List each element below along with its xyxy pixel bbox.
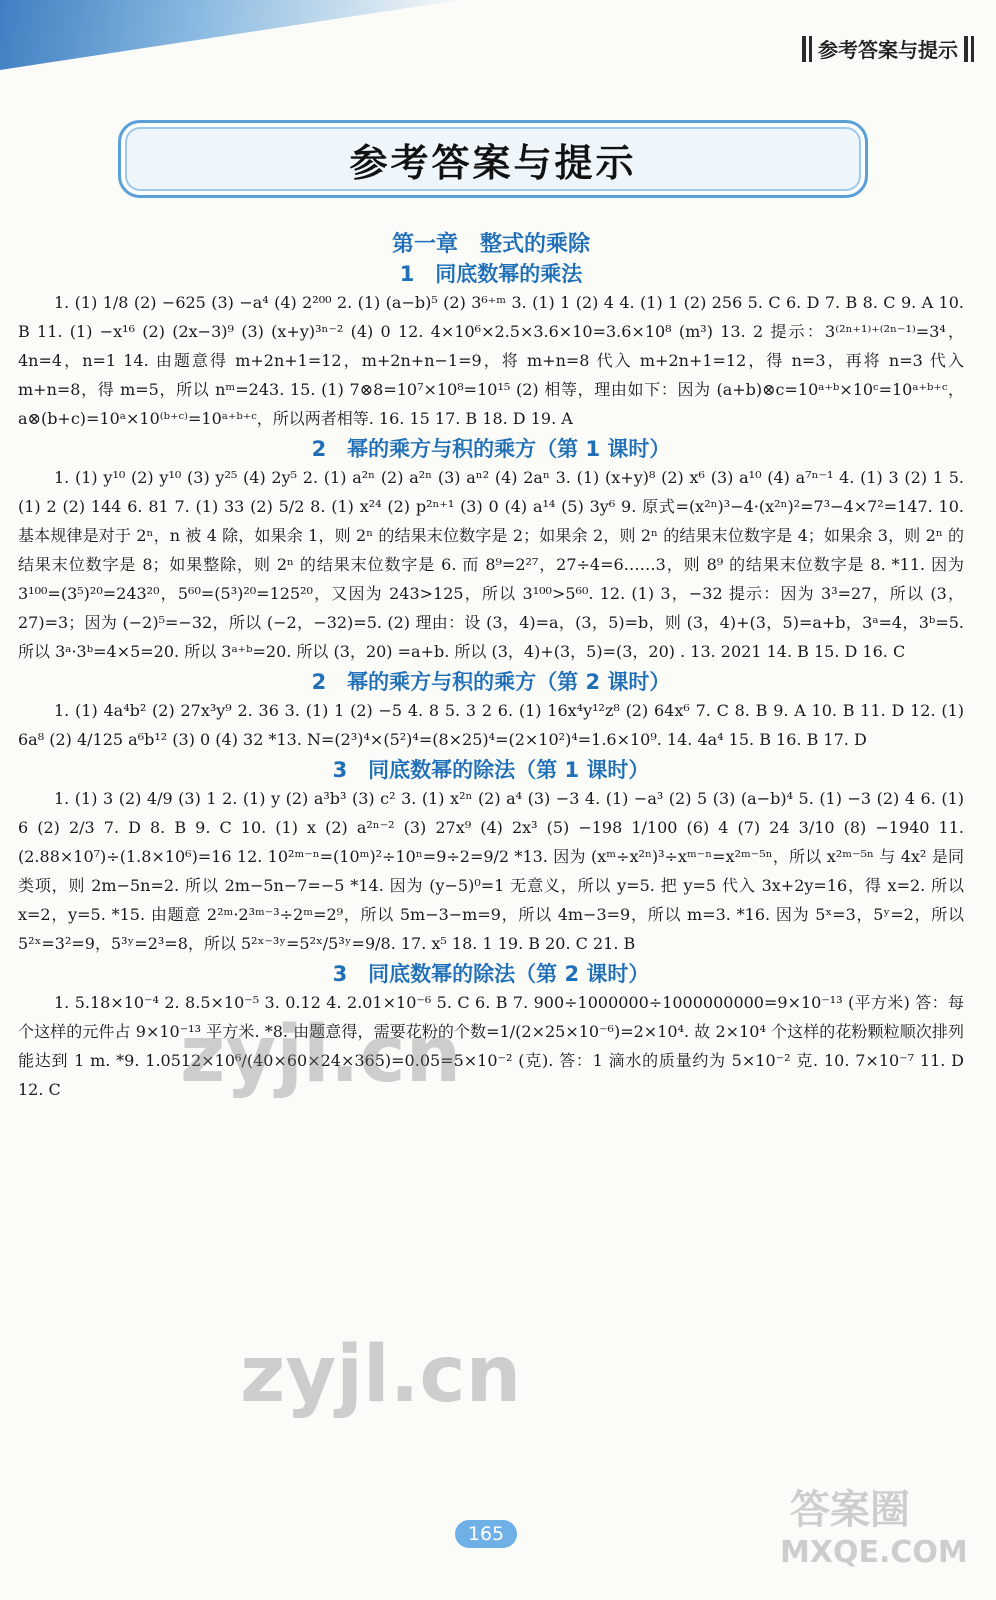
section-heading: 2 幂的乘方与积的乘方（第 2 课时） (311, 670, 671, 694)
page-title: 参考答案与提示 (349, 140, 637, 185)
section-answers: 1. 5.18×10⁻⁴ 2. 8.5×10⁻⁵ 3. 0.12 4. 2.01×10⁻⁶ 5. C 6. B 7. 900÷1000000÷1000000000=9×10⁻¹³ (平方米) 答：每个这样的元件占 9×10⁻¹³ 平方米. *8. 由题意得，需要花粉的个数=1/(2×25×10⁻⁶)=2×10⁴. 故 2×10⁴ 个这样的花粉颗粒顺次排列能达到 1 m. *9. 1.0512×10⁶/(40×60×24×365)=0.05=5×10⁻² (克). 答：1 滴水的质量约为 5×10⁻² 克. 10. 7×10⁻⁷ 11. D 12. C (18, 993, 964, 1099)
section-answers: 1. (1) 4a⁴b² (2) 27x³y⁹ 2. 36 3. (1) 1 (2) −5 4. 8 5. 3 2 6. (1) 16x⁴y¹²z⁸ (2) 64x⁶ 7. C 8. B 9. A 10. B 11. D 12. (1) 6a⁸ (2) 4/125 a⁶b¹² (3) 0 (4) 32 *13. N=(2³)⁴×(5²)⁴=(8×25)⁴=(2×10²)⁴=1.6×10⁹. 14. 4a⁴ 15. B 16. B 17. D (18, 701, 964, 749)
answer-content (18, 225, 964, 1104)
watermark: zyjl.cn (180, 1010, 462, 1100)
page-number: 165 (455, 1520, 517, 1548)
corner-decoration (0, 0, 460, 70)
chapter-heading: 第一章 整式的乘除 (391, 232, 590, 257)
header-tab (796, 34, 980, 63)
section-heading: 1 同底数幂的乘法 (399, 262, 583, 286)
watermark: MXQE.COM (780, 1535, 968, 1570)
header-bars-icon (964, 36, 974, 62)
watermark: 答案圈 (790, 1487, 910, 1533)
watermark: zyjl.cn (240, 1330, 522, 1420)
header-tab-label: 参考答案与提示 (818, 38, 958, 62)
section-answers: 1. (1) 1/8 (2) −625 (3) −a⁴ (4) 2²⁰⁰ 2. (1) (a−b)⁵ (2) 3⁶⁺ᵐ 3. (1) 1 (2) 4 4. (1) 1 (2) 256 5. C 6. D 7. B 8. C 9. A 10. B 11. (1) −x¹⁶ (2) (2x−3)⁹ (3) (x+y)³ⁿ⁻² (4) 0 12. 4×10⁶×2.5×3.6×10=3.6×10⁸ (m³) 13. 2 提示：3⁽²ⁿ⁺¹⁾⁺⁽²ⁿ⁻¹⁾=3⁴，4n=4，n=1 14. 由题意得 m+2n+1=12，m+2n+n−1=9，将 m+n=8 代入 m+2n+1=12，得 n=3，再将 n=3 代入 m+n=8，得 m=5，所以 nᵐ=243. 15. (1) 7⊗8=10⁷×10⁸=10¹⁵ (2) 相等，理由如下：因为 (a+b)⊗c=10ᵃ⁺ᵇ×10ᶜ=10ᵃ⁺ᵇ⁺ᶜ，a⊗(b+c)=10ᵃ×10⁽ᵇ⁺ᶜ⁾=10ᵃ⁺ᵇ⁺ᶜ，所以两者相等. 16. 15 17. B 18. D 19. A (18, 293, 964, 428)
header-bars-icon (802, 36, 812, 62)
section-heading: 2 幂的乘方与积的乘方（第 1 课时） (311, 437, 671, 461)
title-box (118, 120, 868, 198)
section-heading: 3 同底数幂的除法（第 1 课时） (332, 758, 650, 782)
section-answers: 1. (1) 3 (2) 4/9 (3) 1 2. (1) y (2) a³b³ (3) c² 3. (1) x²ⁿ (2) a⁴ (3) −3 4. (1) −a³ (2) 5 (3) (a−b)⁴ 5. (1) −3 (2) 4 6. (1) 6 (2) 2/3 7. D 8. B 9. C 10. (1) x (2) a²ⁿ⁻² (3) 27x⁹ (4) 2x³ (5) −198 1/100 (6) 4 (7) 24 3/10 (8) −1940 11. (2.88×10⁷)÷(1.8×10⁶)=16 12. 10²ᵐ⁻ⁿ=(10ᵐ)²÷10ⁿ=9÷2=9/2 *13. 因为 (xᵐ÷x²ⁿ)³÷xᵐ⁻ⁿ=x²ᵐ⁻⁵ⁿ，所以 x²ᵐ⁻⁵ⁿ 与 4x² 是同类项，则 2m−5n=2. 所以 2m−5n−7=−5 *14. 因为 (y−5)⁰=1 无意义，所以 y=5. 把 y=5 代入 3x+2y=16，得 x=2. 所以 x=2，y=5. *15. 由题意 2²ᵐ·2³ᵐ⁻³÷2ᵐ=2⁹，所以 5m−3−m=9，所以 4m−3=9，所以 m=3. *16. 因为 5ˣ=3，5ʸ=2，所以 5²ˣ=3²=9，5³ʸ=2³=8，所以 5²ˣ⁻³ʸ=5²ˣ/5³ʸ=9/8. 17. x⁵ 18. 1 19. B 20. C 21. B (18, 789, 964, 953)
section-heading: 3 同底数幂的除法（第 2 课时） (332, 962, 650, 986)
section-answers: 1. (1) y¹⁰ (2) y¹⁰ (3) y²⁵ (4) 2y⁵ 2. (1) a²ⁿ (2) a²ⁿ (3) aⁿ² (4) 2aⁿ 3. (1) (x+y)⁸ (2) x⁶ (3) a¹⁰ (4) a⁷ⁿ⁻¹ 4. (1) 3 (2) 1 5. (1) 2 (2) 144 6. 81 7. (1) 33 (2) 5/2 8. (1) x²⁴ (2) p²ⁿ⁺¹ (3) 0 (4) a¹⁴ (5) 3y⁶ 9. 原式=(x²ⁿ)³−4·(x²ⁿ)²=7³−4×7²=147. 10. 基本规律是对于 2ⁿ，n 被 4 除，如果余 1，则 2ⁿ 的结果末位数字是 2；如果余 2，则 2ⁿ 的结果末位数字是 4；如果余 3，则 2ⁿ 的结果末位数字是 8；如果整除，则 2ⁿ 的结果末位数字是 6. 而 8⁹=2²⁷，27÷4=6……3，则 8⁹ 的结果末位数字是 8. *11. 因为 3¹⁰⁰=(3⁵)²⁰=243²⁰，5⁶⁰=(5³)²⁰=125²⁰，又因为 243>125，所以 3¹⁰⁰>5⁶⁰. 12. (1) 3，−32 提示：因为 3³=27，所以 (3，27)=3；因为 (−2)⁵=−32，所以 (−2，−32)=5. (2) 理由：设 (3，4)=a，(3，5)=b，则 (3，4)+(3，5)=a+b，3ᵃ=4，3ᵇ=5. 所以 3ᵃ·3ᵇ=4×5=20. 所以 3ᵃ⁺ᵇ=20. 所以 (3，20) =a+b. 所以 (3，4)+(3，5)=(3，20) . 13. 2021 14. B 15. D 16. C (18, 468, 964, 661)
